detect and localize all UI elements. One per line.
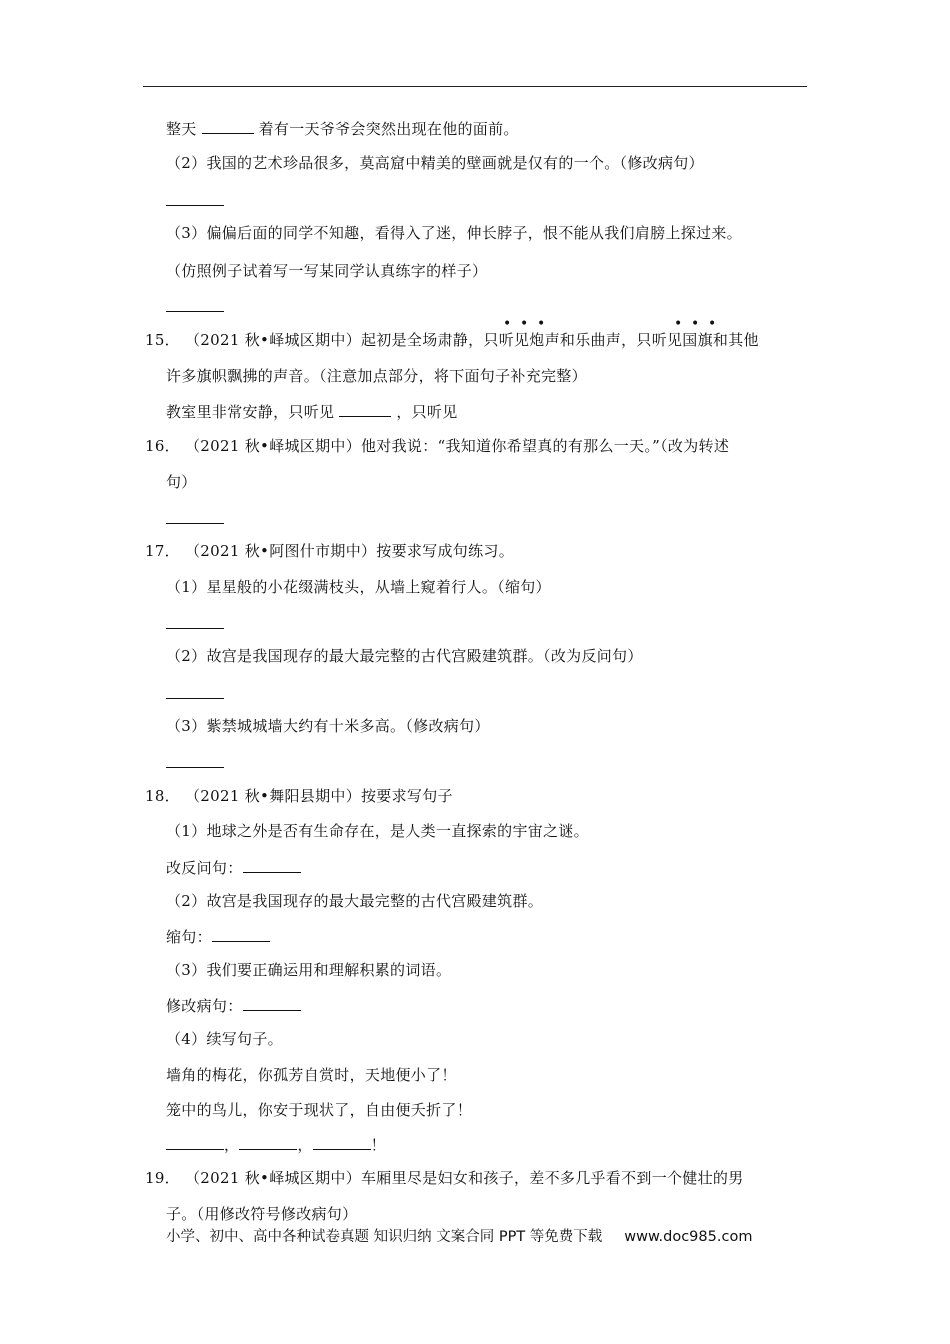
question-number-16: 16．	[145, 437, 180, 455]
answer-blank[interactable]	[243, 995, 301, 1011]
answer-line[interactable]	[166, 190, 224, 211]
answer-blank[interactable]	[166, 1134, 224, 1150]
emphasis-dot: •	[691, 316, 700, 332]
q18-example-1: 墙角的梅花，你孤芳自赏时，天地便小了！	[166, 1066, 457, 1084]
q17-text: （2021 秋•阿图什市期中）按要求写成句练习。	[185, 542, 514, 560]
answer-line[interactable]	[166, 296, 224, 317]
q15-fill-sentence: 教室里非常安静，只听见 ，只听见	[166, 403, 458, 421]
answer-line[interactable]	[166, 683, 224, 704]
answer-blank[interactable]	[212, 926, 270, 942]
q16-text-cont: 句）	[166, 473, 197, 491]
q18-part3-answer: 修改病句：	[166, 995, 301, 1016]
q15-text: （2021 秋•峄城区期中）起初是全场肃静，只听见炮声和乐曲声，只听见国旗和其他	[185, 331, 759, 349]
footer-text: 小学、初中、高中各种试卷真题 知识归纳 文案合同 PPT 等免费下载	[166, 1229, 603, 1245]
q18-part2-answer: 缩句：	[166, 926, 270, 947]
q18-text: （2021 秋•舞阳县期中）按要求写句子	[185, 787, 453, 805]
q18-part1-answer: 改反问句：	[166, 857, 301, 878]
q15-text-cont: 许多旗帜飘拂的声音。（注意加点部分，将下面句子补充完整）	[166, 367, 587, 385]
answer-blank[interactable]	[202, 118, 254, 134]
q18-part1: （1）地球之外是否有生命存在，是人类一直探索的宇宙之谜。	[166, 822, 589, 840]
footer-url[interactable]: www.doc985.com	[624, 1229, 753, 1245]
q16-text: （2021 秋•峄城区期中）他对我说：“我知道你希望真的有那么一天。”（改为转述	[185, 437, 730, 455]
answer-line[interactable]	[166, 613, 224, 634]
q18-part2: （2）故宫是我国现存的最大最完整的古代宫殿建筑群。	[166, 892, 544, 910]
answer-blank[interactable]	[313, 1134, 371, 1150]
q18-part4: （4）续写句子。	[166, 1030, 283, 1048]
answer-blank[interactable]	[339, 401, 391, 417]
answer-line[interactable]	[166, 752, 224, 773]
q18-example-2: 笼中的鸟儿，你安于现状了，自由便夭折了！	[166, 1101, 473, 1119]
emphasis-dot: •	[708, 316, 717, 332]
emphasis-dot: •	[537, 316, 546, 332]
answer-blank[interactable]	[243, 857, 301, 873]
question-number-15: 15．	[145, 331, 180, 349]
q17-part1: （1）星星般的小花缀满枝头，从墙上窥着行人。（缩句）	[166, 578, 551, 596]
question-number-19: 19．	[145, 1169, 180, 1187]
question-number-17: 17．	[145, 542, 180, 560]
emphasis-dot: •	[503, 316, 512, 332]
q18-part3: （3）我们要正确运用和理解积累的词语。	[166, 961, 452, 979]
answer-blank[interactable]	[239, 1134, 297, 1150]
q14-part3: （3）偏偏后面的同学不知趣，看得入了迷，伸长脖子，恨不能从我们肩膀上探过来。	[166, 224, 742, 242]
emphasis-dot: •	[674, 316, 683, 332]
question-number-18: 18．	[145, 787, 180, 805]
q17-part2: （2）故宫是我国现存的最大最完整的古代宫殿建筑群。（改为反问句）	[166, 647, 643, 665]
emphasis-dot: •	[520, 316, 529, 332]
q18-continuation-answer: ， ， ！	[166, 1134, 386, 1155]
answer-line[interactable]	[166, 508, 224, 529]
line-continuation: 整天 着有一天爷爷会突然出现在他的面前。	[166, 120, 519, 138]
q14-part2: （2）我国的艺术珍品很多，莫高窟中精美的壁画就是仅有的一个。（修改病句）	[166, 154, 704, 172]
header-rule	[143, 86, 807, 87]
q19-text: （2021 秋•峄城区期中）车厢里尽是妇女和孩子，差不多几乎看不到一个健壮的男	[185, 1169, 744, 1187]
q14-part3-instruction: （仿照例子试着写一写某同学认真练字的样子）	[166, 262, 488, 280]
q19-text-cont: 子。（用修改符号修改病句）	[166, 1205, 358, 1223]
q17-part3: （3）紫禁城城墙大约有十米多高。（修改病句）	[166, 717, 490, 735]
page-footer	[166, 1227, 752, 1247]
